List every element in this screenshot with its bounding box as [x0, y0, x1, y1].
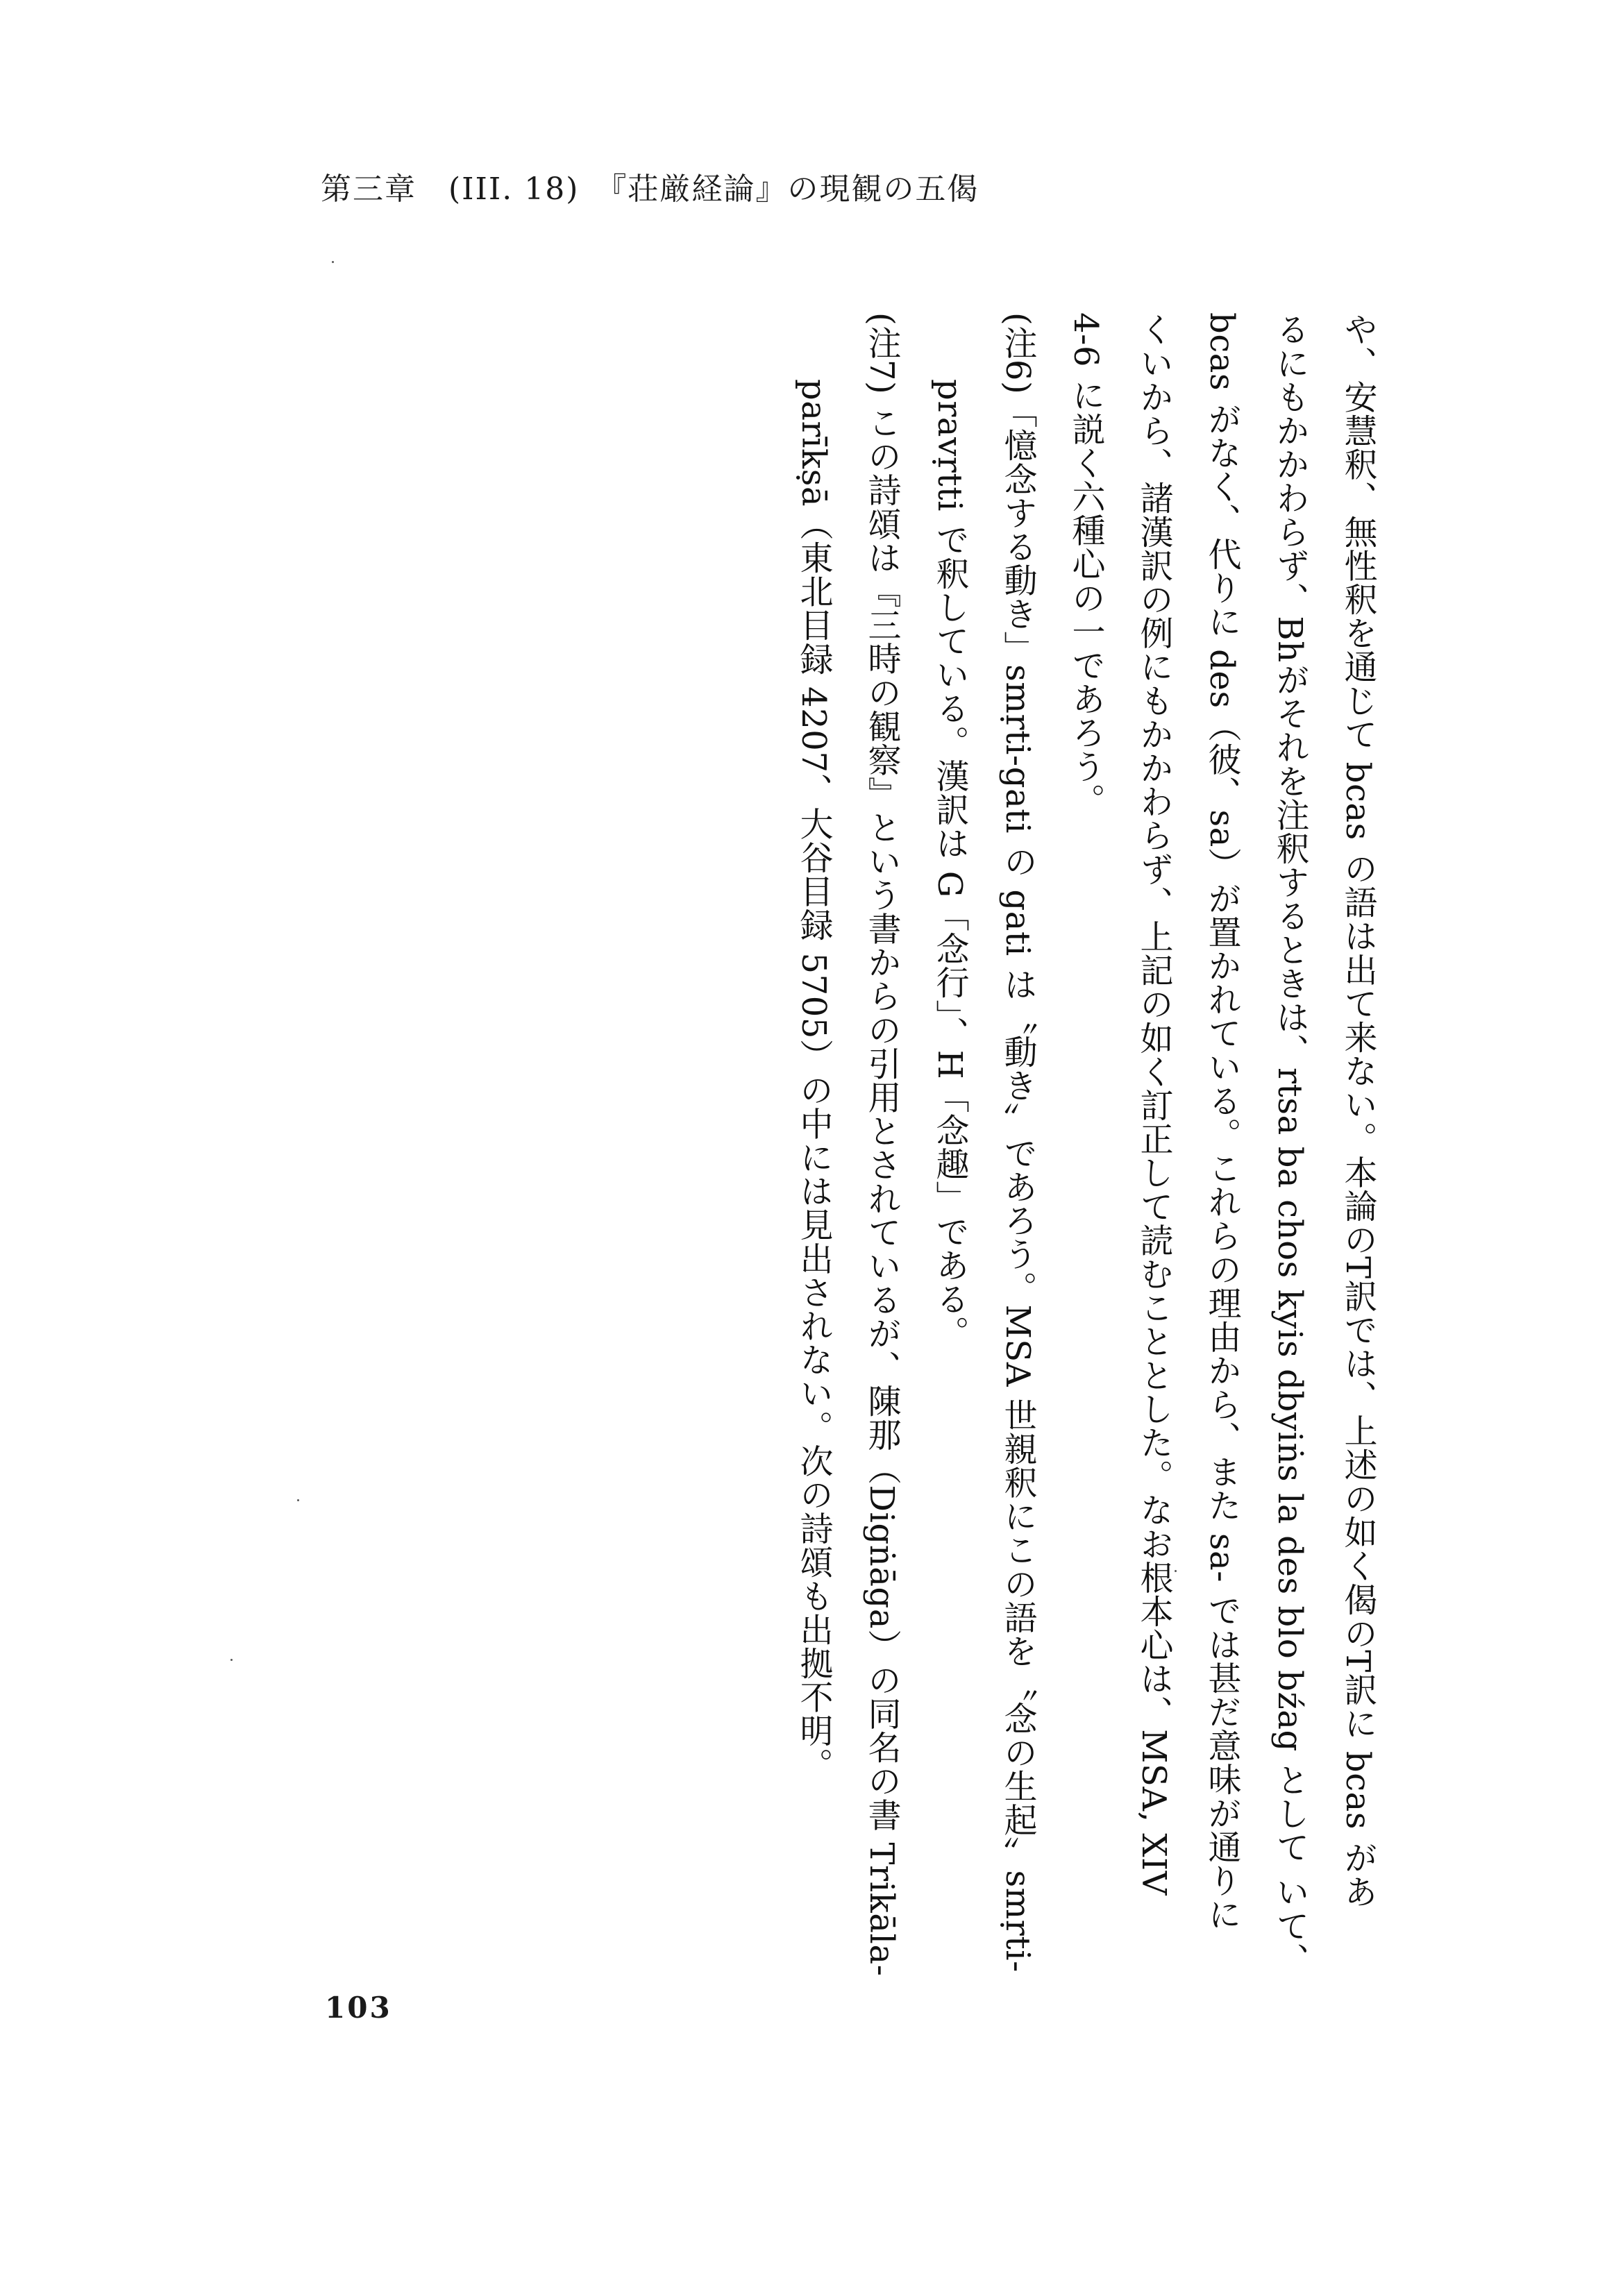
note-7-line: (注7) この詩頌は『三時の観察』という書からの引用とされているが、陳那（Digṅāga）の同名の書 Trikāla- [862, 312, 901, 1977]
running-head: 第三章 (III. 18) 『荘厳経論』の現観の五偈 [321, 171, 979, 207]
scan-speck [297, 1499, 299, 1501]
text-line: るにもかかわらず、Bhがそれを注釈するときは、rtsa ba chos kyis dbyiṅs la des blo bźag として いて、 [1270, 312, 1309, 1977]
page-number: 103 [325, 1991, 392, 2025]
text-line: 4-6 に説く六種心の一であろう。 [1066, 312, 1105, 817]
text-line: bcas がなく、代りに des（彼、sa）が置かれている。これらの理由から、また sa- では甚だ意味が通りに [1202, 312, 1241, 1931]
text-line: くいから、諸漢訳の例にもかかわらず、上記の如く訂正して読むこととした。なお根本心は、MSA, XIV [1134, 312, 1173, 1896]
vertical-body-text [794, 312, 1392, 1977]
scan-speck [332, 261, 334, 263]
note-6-continuation: pravṛtti で釈している。漢訳は G「念行」、H「念趣」である。 [930, 379, 969, 1349]
text-line: や、安慧釈、無性釈を通じて bcas の語は出て来ない。本論のT訳では、上述の如く偈のT訳に bcas があ [1338, 312, 1377, 1909]
scan-speck [230, 1659, 233, 1661]
note-7-continuation: parīkṣā（東北目録 4207、大谷目録 5705）の中には見出されない。次の詩頌も出拠不明。 [794, 379, 833, 1782]
scan-speck [1175, 1570, 1177, 1572]
note-6-line: (注6)「憶念する動き」smṛti-gati の gati は〝動き〟であろう。MSA 世親釈にこの語を〝念の生起〟smṛti- [998, 312, 1037, 1973]
